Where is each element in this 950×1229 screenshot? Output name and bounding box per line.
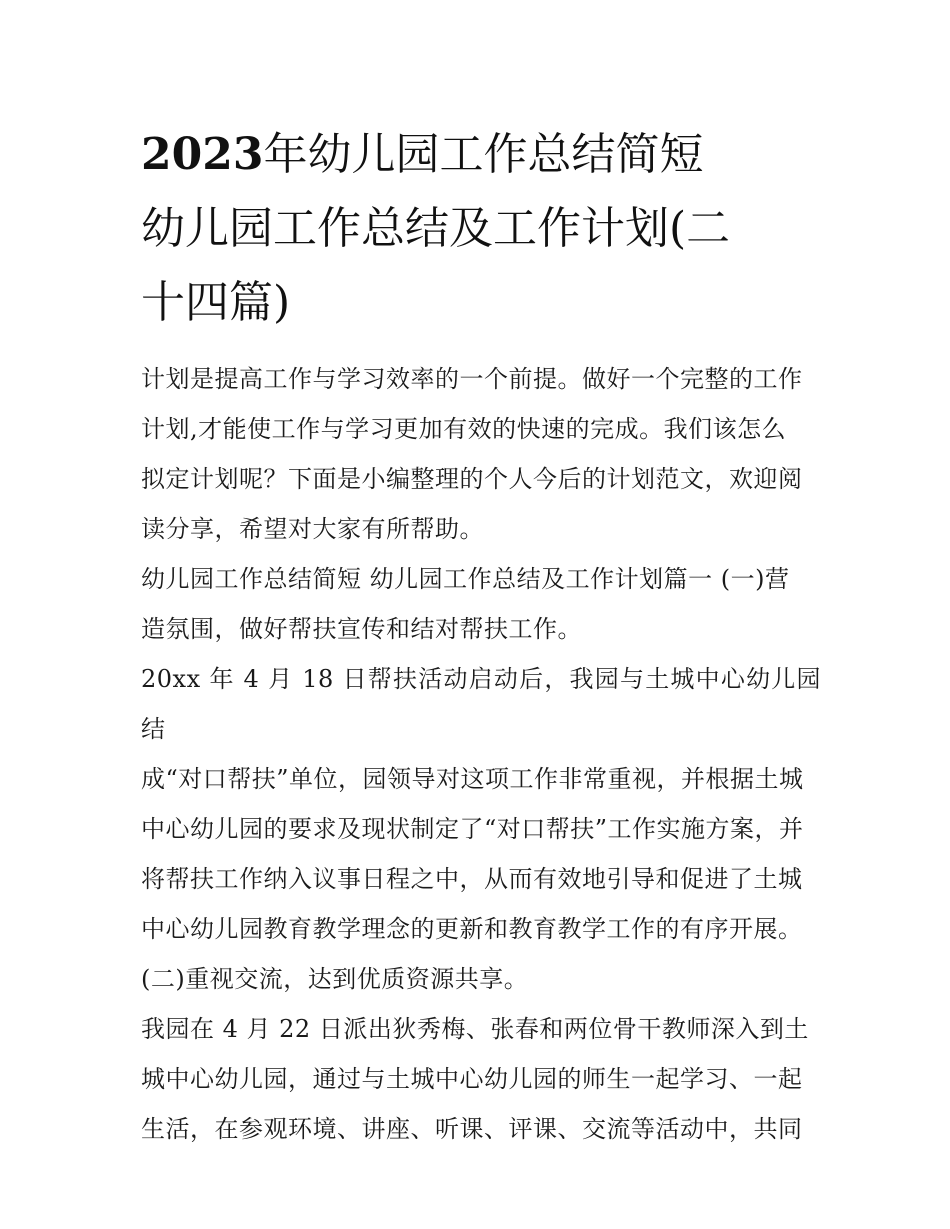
title-line: 十四篇) xyxy=(141,277,291,328)
text-line: 拟定计划呢？下面是小编整理的个人今后的计划范文，欢迎阅 xyxy=(141,465,803,493)
text-line: (二)重视交流，达到优质资源共享。 xyxy=(141,965,529,993)
text-line: 中心幼儿园的要求及现状制定了“对口帮扶”工作实施方案，并 xyxy=(141,815,804,843)
text-line: 计划,才能使工作与学习更加有效的快速的完成。我们该怎么 xyxy=(141,415,787,443)
text-line: 幼儿园工作总结简短 幼儿园工作总结及工作计划篇一 (一)营 xyxy=(141,565,790,593)
text-line: 造氛围，做好帮扶宣传和结对帮扶工作。 xyxy=(141,615,582,643)
body-text xyxy=(141,354,821,1154)
title-line: 2023年幼儿园工作总结简短 xyxy=(141,129,704,180)
text-line: 城中心幼儿园，通过与土城中心幼儿园的师生一起学习、一起 xyxy=(141,1065,803,1093)
text-line: 将帮扶工作纳入议事日程之中，从而有效地引导和促进了土城 xyxy=(141,865,803,893)
text-line: 成“对口帮扶”单位，园领导对这项工作非常重视，并根据土城 xyxy=(141,765,804,793)
text-line: 计划是提高工作与学习效率的一个前提。做好一个完整的工作 xyxy=(141,365,803,393)
document-body xyxy=(141,118,821,1154)
text-line: 20xx 年 4 月 18 日帮扶活动启动后，我园与土城中心幼儿园结 xyxy=(141,665,821,743)
title-line: 幼儿园工作总结及工作计划(二 xyxy=(141,203,731,254)
text-line: 读分享，希望对大家有所帮助。 xyxy=(141,515,484,543)
document-title xyxy=(141,118,821,340)
text-line: 中心幼儿园教育教学理念的更新和教育教学工作的有序开展。 xyxy=(141,915,803,943)
text-line: 生活，在参观环境、讲座、听课、评课、交流等活动中，共同 xyxy=(141,1115,803,1143)
text-line: 我园在 4 月 22 日派出狄秀梅、张春和两位骨干教师深入到土 xyxy=(141,1015,809,1043)
